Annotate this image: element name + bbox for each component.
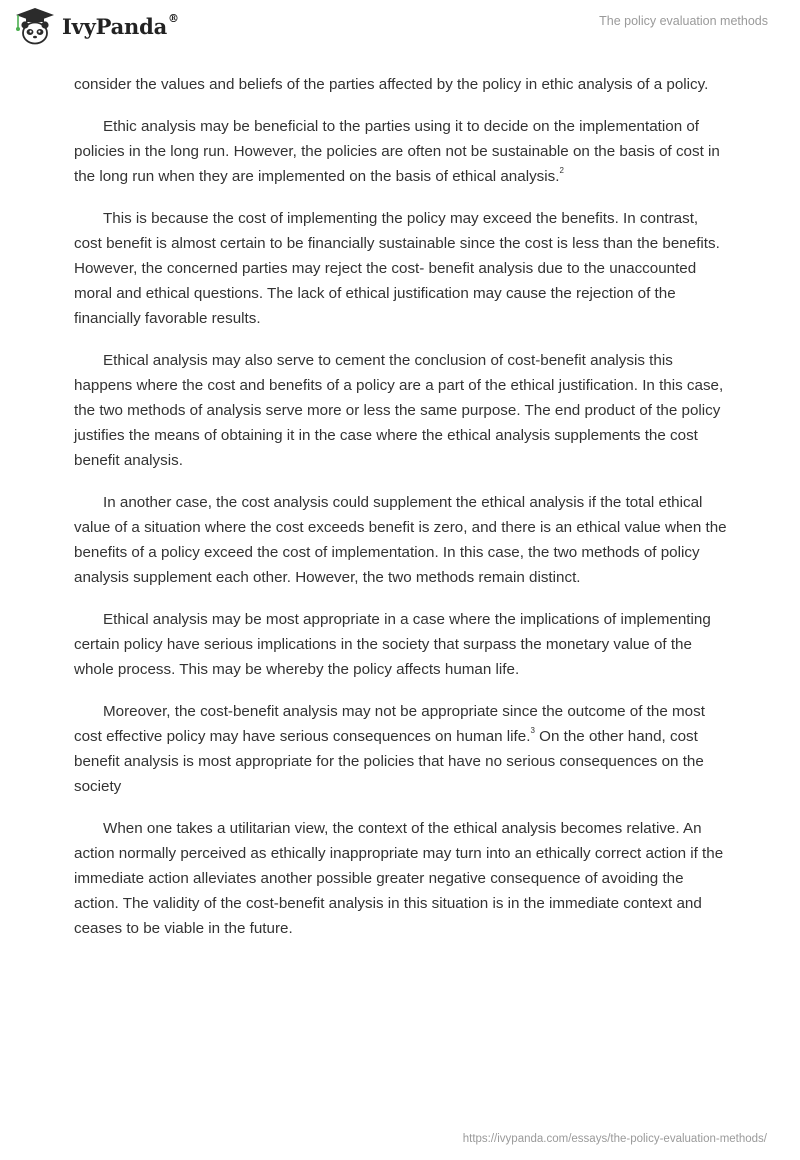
essay-paragraph: Ethical analysis may be most appropriate in a case where the implications of implementing certain policy have serious implications in the society that surpass the monetary value of the whole process. This may be whereby the policy affects human life. [74,611,711,678]
source-url[interactable]: https://ivypanda.com/essays/the-policy-evaluation-methods/ [462,1133,767,1145]
essay-body [74,72,730,958]
page-header [0,0,800,70]
essay-paragraph: In another case, the cost analysis could supplement the ethical analysis if the total ethical value of a situation where the cost exceeds benefit is zero, and there is an ethical value when the benefits of a policy exceed the cost of implementation. In this case, the two methods of policy analysis supplement each other. However, the two methods remain distinct. [74,494,727,586]
essay-paragraph: consider the values and beliefs of the parties affected by the policy in ethic analysis of a policy. [74,76,709,93]
brand-logo[interactable] [14,6,179,46]
essay-paragraph: This is because the cost of implementing the policy may exceed the benefits. In contrast, cost benefit is almost certain to be financially sustainable since the cost is less than the benefits. However, the concerned parties may reject the cost- benefit analysis due to the unaccounted moral and ethical questions. The lack of ethical justification may cause the rejection of the financially favorable results. [74,210,720,327]
essay-paragraph: Ethical analysis may also serve to cement the conclusion of cost-benefit analysis this happens where the cost and benefits of a policy are a part of the ethical justification. In this case, the two methods of analysis serve more or less the same purpose. The end product of the policy justifies the means of obtaining it in the case where the ethical analysis supplements the cost benefit analysis. [74,352,724,469]
footnote-marker[interactable]: 2 [559,165,564,175]
document-title: The policy evaluation methods [599,14,768,28]
essay-paragraph: Moreover, the cost-benefit analysis may not be appropriate since the outcome of the most cost effective policy may have serious consequences on human life.$^3$ On the other hand, cost benefit analysis is most appropriate for the policies that have no serious consequences on the society [74,703,705,795]
panda-graduate-icon [14,6,56,46]
essay-paragraph: Ethic analysis may be beneficial to the parties using it to decide on the implementation of policies in the long run. However, the policies are often not be sustainable on the basis of cost in the long run when they are implemented on the basis of ethical analysis.$^2$ [74,118,720,185]
brand-name: IvyPanda® [62,11,179,39]
footnote-marker[interactable]: 3 [530,725,535,735]
essay-paragraph: When one takes a utilitarian view, the context of the ethical analysis becomes relative. An action normally perceived as ethically inappropriate may turn into an ethically correct action if the immediate action alleviates another possible greater negative consequence of avoiding the action. The validity of the cost-benefit analysis in this situation is in the immediate context and ceases to be viable in the future. [74,820,724,937]
